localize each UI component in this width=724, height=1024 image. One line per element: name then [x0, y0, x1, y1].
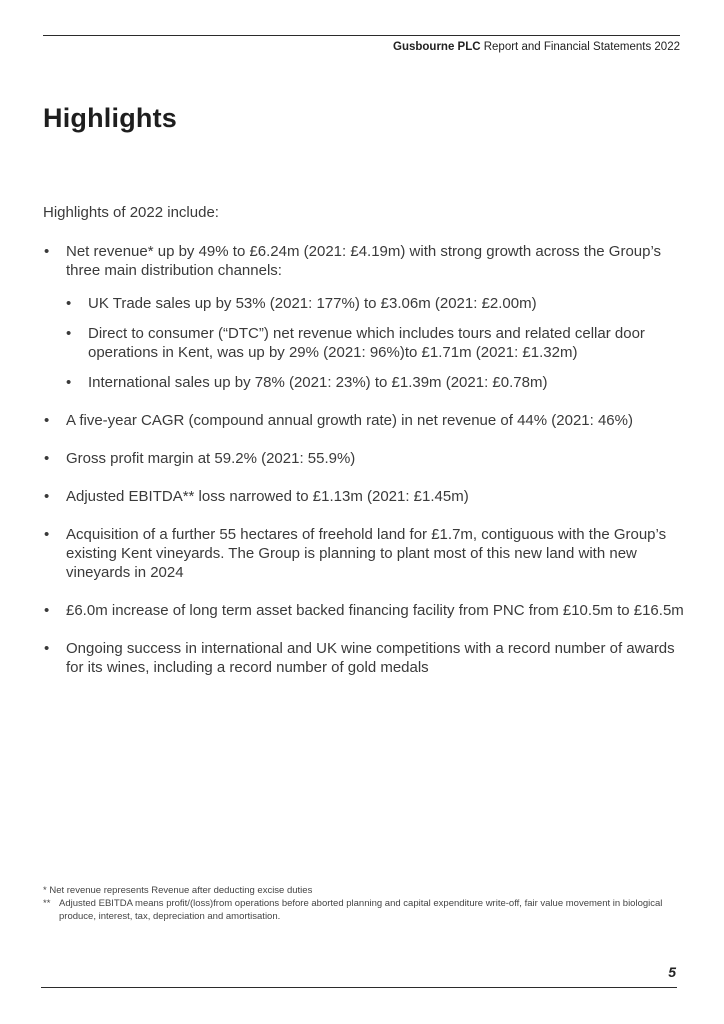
footnote-ebitda: [43, 897, 683, 923]
intro-text: Highlights of 2022 include:: [43, 204, 219, 221]
report-title: Report and Financial Statements 2022: [483, 41, 680, 53]
highlights-list: [43, 242, 688, 677]
page-number: 5: [668, 964, 676, 980]
footnote-ebitda-text: Adjusted EBITDA means profit/(loss)from operations before aborted planning and capital expenditure write-off, fair value movement in biological produce, interest, tax, depreciation and amortisation.: [59, 898, 663, 922]
footnote-mark: **: [43, 898, 51, 909]
highlight-item: [43, 242, 688, 392]
highlight-item: • £6.0m increase of long term asset backed financing facility from PNC from £10.5m to £16.5m: [43, 601, 688, 620]
footnotes: [43, 884, 683, 923]
sub-item: • Direct to consumer (“DTC”) net revenue which includes tours and related cellar door operations in Kent, was up by 29% (2021: 96%)to £1.71m (2021: £1.32m): [66, 324, 688, 362]
footnote-net-revenue: * Net revenue represents Revenue after deducting excise duties: [43, 885, 313, 896]
highlight-item: • Ongoing success in international and UK wine competitions with a record number of awards for its wines, including a record number of gold medals: [43, 639, 688, 677]
sub-item: • UK Trade sales up by 53% (2021: 177%) to £3.06m (2021: £2.00m): [66, 294, 688, 313]
highlight-item: • A five-year CAGR (compound annual growth rate) in net revenue of 44% (2021: 46%): [43, 411, 688, 430]
highlight-item: • Adjusted EBITDA** loss narrowed to £1.13m (2021: £1.45m): [43, 487, 688, 506]
company-name: Gusbourne PLC: [393, 41, 481, 53]
header-rule: [43, 35, 680, 36]
highlight-item: • Gross profit margin at 59.2% (2021: 55.9%): [43, 449, 688, 468]
page-title: Highlights: [43, 103, 177, 133]
running-header: [393, 41, 680, 53]
sub-item: • International sales up by 78% (2021: 23%) to £1.39m (2021: £0.78m): [66, 373, 688, 392]
highlight-item: • Acquisition of a further 55 hectares of freehold land for £1.7m, contiguous with the Group’s existing Kent vineyards. The Group is planning to plant most of this new land with new vineyards in 2024: [43, 525, 688, 582]
highlights-section: [43, 203, 688, 696]
footer-rule: [41, 987, 677, 988]
channel-sublist: [66, 294, 688, 392]
highlight-text: Net revenue* up by 49% to £6.24m (2021: £4.19m) with strong growth across the Group’s three main distribution channels:: [66, 243, 662, 279]
